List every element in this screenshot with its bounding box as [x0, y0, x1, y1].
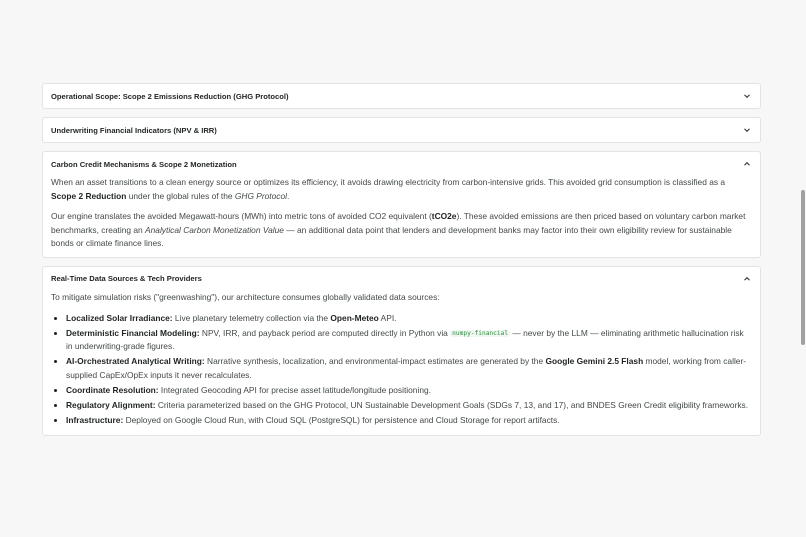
- item-label: Deterministic Financial Modeling:: [66, 327, 200, 338]
- accordion-header-carbon-credit[interactable]: [43, 152, 760, 176]
- tco2e-term: tCO2e: [431, 211, 457, 222]
- item-label: Infrastructure:: [66, 414, 124, 425]
- chevron-up-icon[interactable]: [743, 275, 751, 283]
- accordion-header-data-sources[interactable]: [43, 267, 760, 291]
- ghg-protocol-term: GHG Protocol: [234, 190, 288, 201]
- data-sources-list: [51, 312, 752, 428]
- text-span: — never by the LLM — eliminating arithmetic hallucination risk in underwriting-grade figures.: [66, 327, 744, 352]
- paragraph-scope2: [51, 176, 752, 203]
- text-span: API.: [378, 312, 397, 323]
- text-span: Integrated Geocoding API for precise asset latitude/longitude positioning.: [158, 384, 431, 395]
- chevron-up-icon[interactable]: [743, 160, 751, 168]
- accordion-list: [42, 83, 761, 444]
- page-scrollbar[interactable]: [800, 0, 806, 537]
- item-label: Regulatory Alignment:: [66, 399, 156, 410]
- gemini-model-term: Google Gemini 2.5 Flash: [545, 356, 644, 367]
- accordion-body-carbon-credit: [43, 176, 760, 257]
- scrollbar-thumb[interactable]: [801, 190, 805, 345]
- accordion-operational-scope: [42, 83, 761, 109]
- text-span: When an asset transitions to a clean energy source or optimizes its efficiency, it avoids drawing electricity from carbon-intensive grids. This avoided grid consumption is classified as a: [51, 177, 726, 187]
- text-span: NPV, IRR, and payback period are computed directly in Python via: [199, 327, 451, 338]
- text-span: ). These avoided emissions are then priced based on voluntary carbon market benchmarks, creating an: [51, 211, 746, 235]
- text-span: Live planetary telemetry collection via the: [172, 312, 331, 323]
- text-span: Narrative synthesis, localization, and environmental-impact estimates are generated by the: [204, 356, 546, 367]
- open-meteo-term: Open-Meteo: [330, 312, 379, 323]
- list-item: [66, 414, 752, 428]
- list-item: [66, 327, 752, 354]
- accordion-title: Real-Time Data Sources & Tech Providers: [51, 274, 202, 284]
- numpy-financial-code: numpy-financial: [452, 329, 509, 337]
- item-label: Coordinate Resolution:: [66, 384, 159, 395]
- item-label: Localized Solar Irradiance:: [66, 312, 173, 323]
- list-item: [66, 355, 752, 382]
- text-span: — an additional data point that lenders and development banks may factor into their own eligibility review for sustainable bonds or climate finance lines.: [51, 224, 732, 249]
- data-sources-lead: To mitigate simulation risks ("greenwashing"), our architecture consumes globally validated data sources:: [51, 291, 440, 302]
- monetization-value-term: Analytical Carbon Monetization Value: [145, 224, 284, 235]
- accordion-title: Carbon Credit Mechanisms & Scope 2 Monetization: [51, 159, 237, 169]
- text-span: Our engine translates the avoided Megawatt-hours (MWh) into metric tons of avoided CO2 equivalent (: [51, 211, 432, 222]
- accordion-data-sources: [42, 266, 761, 436]
- text-span: Criteria parameterized based on the GHG Protocol, UN Sustainable Development Goals (SDGs 7, 13, and 17), and BNDES Green Credit eligibility frameworks.: [155, 399, 749, 410]
- text-span: .: [287, 190, 290, 201]
- accordion-header-operational-scope[interactable]: [43, 84, 760, 108]
- accordion-body-data-sources: [43, 291, 760, 435]
- text-span: under the global rules of the: [126, 190, 235, 201]
- list-item: [66, 384, 752, 398]
- list-item: [66, 399, 752, 413]
- list-item: [66, 312, 752, 326]
- accordion-carbon-credit: [42, 151, 761, 258]
- chevron-down-icon[interactable]: [743, 126, 751, 134]
- accordion-underwriting-indicators: [42, 117, 761, 143]
- accordion-header-underwriting-indicators[interactable]: [43, 118, 760, 142]
- scope2-reduction-term: Scope 2 Reduction: [51, 190, 127, 201]
- chevron-down-icon[interactable]: [743, 92, 751, 100]
- item-label: AI-Orchestrated Analytical Writing:: [66, 356, 205, 367]
- text-span: Deployed on Google Cloud Run, with Cloud SQL (PostgreSQL) for persistence and Cloud Storage for report artifacts.: [123, 414, 560, 425]
- accordion-title: Underwriting Financial Indicators (NPV & IRR): [51, 125, 217, 135]
- text-span: model, working from caller-supplied CapEx/OpEx inputs it never recalculates.: [66, 356, 747, 380]
- accordion-title: Operational Scope: Scope 2 Emissions Reduction (GHG Protocol): [51, 91, 289, 101]
- paragraph-monetization: [51, 210, 752, 251]
